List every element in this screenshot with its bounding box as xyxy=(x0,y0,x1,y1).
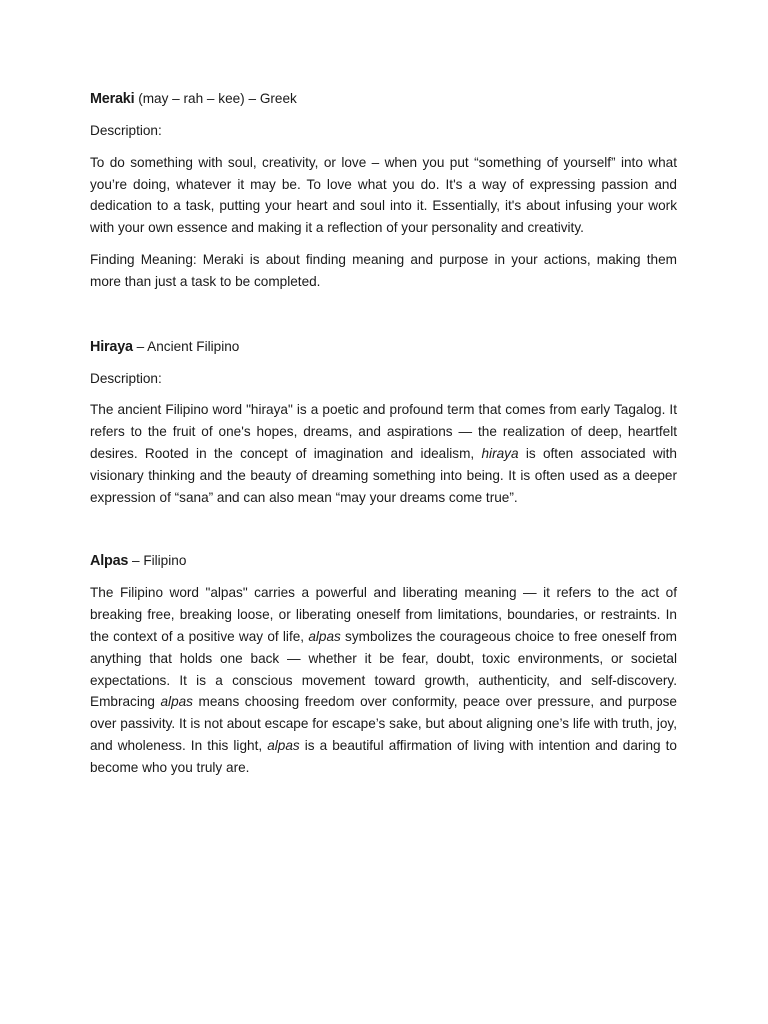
alpas-text-g: is a beautiful affirmation of living with intention and daring to become who you truly are. xyxy=(90,737,677,775)
alpas-subtitle: – Filipino xyxy=(131,553,187,569)
alpas-paragraph xyxy=(90,582,677,778)
alpas-italic-term-3: alpas xyxy=(267,737,300,753)
section-spacer xyxy=(90,518,677,550)
section-spacer xyxy=(90,303,677,336)
meraki-paragraph-1: To do something with soul, creativity, or love – when you put “something of yourself” into what you’re doing, whatever it may be. To love what you do. It's a way of expressing passion and dedication to a task, putting your heart and soul into it. Essentially, it's about infusing your work with your own essence and making it a reflection of your personality and creativity. xyxy=(90,154,677,236)
hiraya-heading xyxy=(90,336,677,358)
hiraya-paragraph xyxy=(90,399,677,508)
hiraya-subtitle: – Ancient Filipino xyxy=(136,338,240,354)
document-page xyxy=(90,88,677,789)
alpas-term: Alpas xyxy=(90,553,129,570)
alpas-italic-term-2: alpas xyxy=(160,694,193,710)
alpas-text-c: symbolizes the courageous choice to free oneself from anything that holds one back — whether it be fear, doubt, toxic environments, or societal expectations. It is a conscious movement toward growth, authenticity, and self-discovery. Embracing xyxy=(90,628,677,710)
hiraya-text-c: is often associated with visionary thinking and the beauty of dreaming something into being. It is often used as a deeper expression of “sana” and can also mean “may your dreams come true”. xyxy=(90,445,677,505)
hiraya-description-label: Description: xyxy=(90,370,162,386)
hiraya-italic-term: hiraya xyxy=(481,445,519,461)
alpas-heading xyxy=(90,550,677,572)
alpas-text-e: means choosing freedom over conformity, peace over pressure, and purpose over passivity. It is not about escape for escape’s sake, but about aligning one’s life with truth, joy, and wholeness. In this light, xyxy=(90,694,677,753)
meraki-heading xyxy=(90,88,677,110)
meraki-paragraph-2: Finding Meaning: Meraki is about finding meaning and purpose in your actions, making them more than just a task to be completed. xyxy=(90,251,677,289)
alpas-text-a: The Filipino word "alpas" carries a powerful and liberating meaning — it refers to the act of breaking free, breaking loose, or liberating oneself from limitations, boundaries, or restraints. In the context of a positive way of life, xyxy=(90,585,677,644)
hiraya-text-a: The ancient Filipino word "hiraya" is a poetic and profound term that comes from early Tagalog. It refers to the fruit of one's hopes, dreams, and aspirations — the realization of deep, heartfelt desires. Rooted in the concept of imagination and idealism, xyxy=(90,402,677,461)
meraki-term: Meraki xyxy=(90,91,135,107)
meraki-description-label: Description: xyxy=(90,123,162,138)
alpas-italic-term-1: alpas xyxy=(308,628,341,644)
hiraya-term: Hiraya xyxy=(90,338,133,355)
meraki-subtitle: (may – rah – kee) – Greek xyxy=(138,91,297,106)
